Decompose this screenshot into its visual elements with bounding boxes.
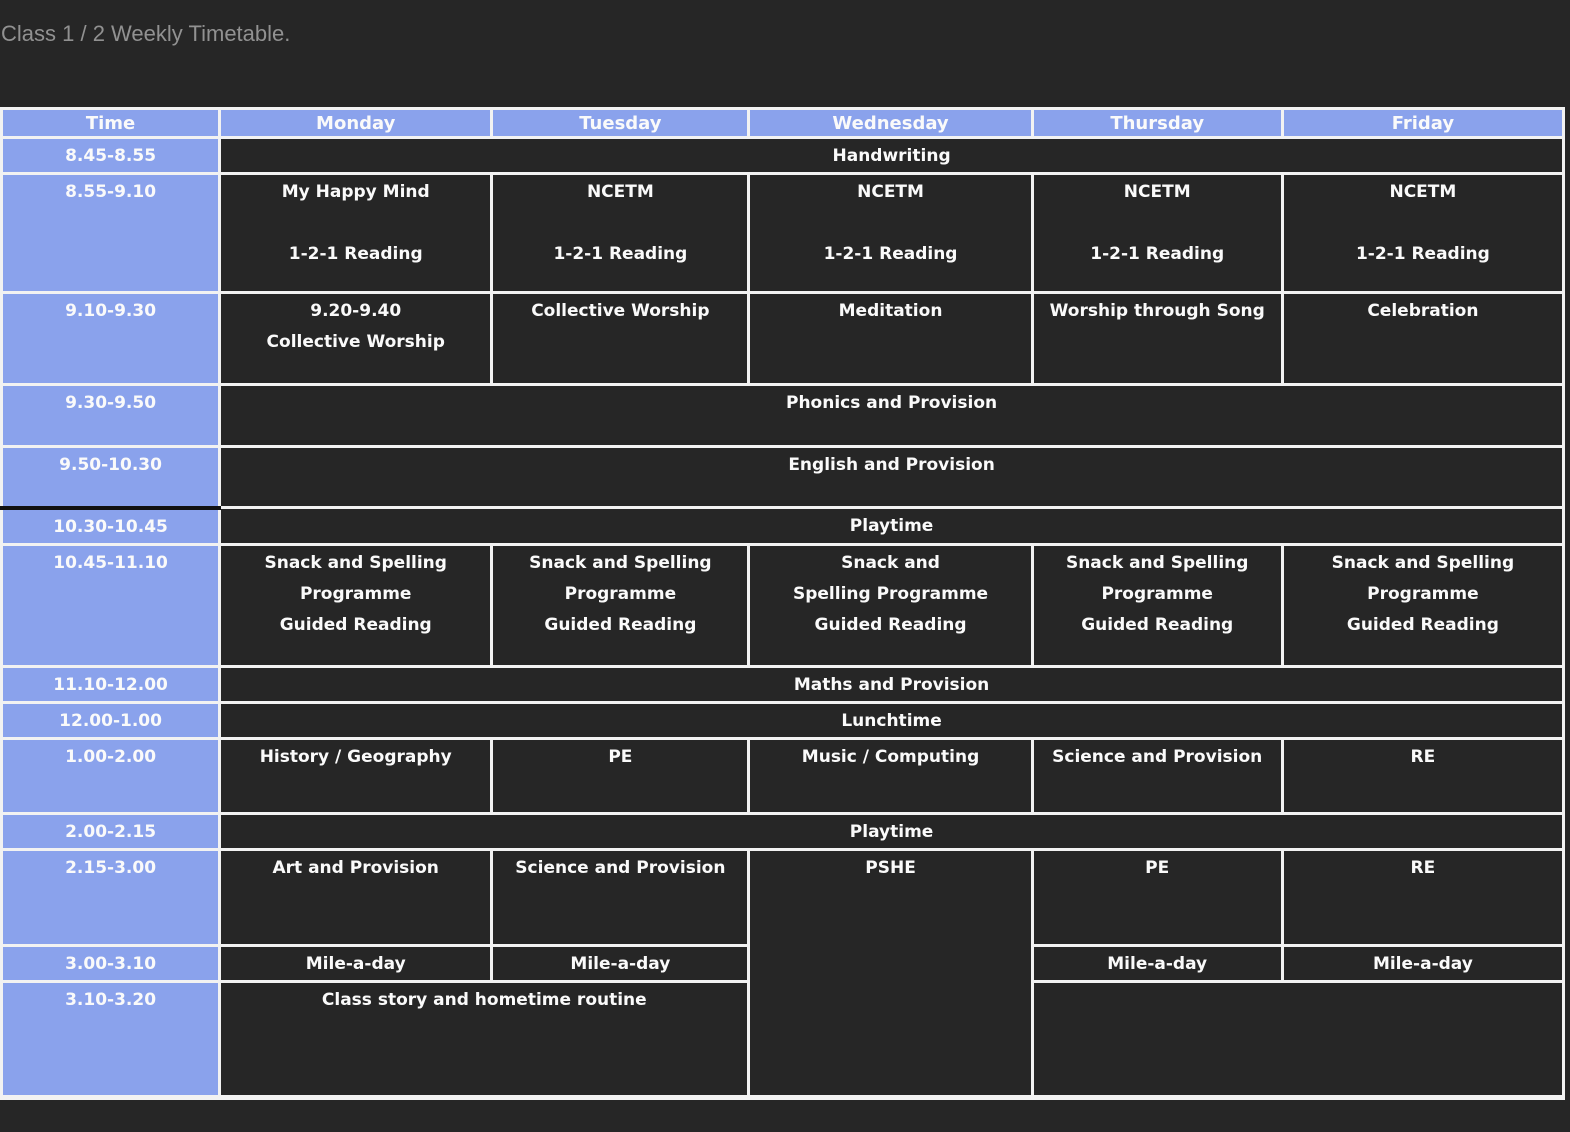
- cell-line: Snack and: [841, 552, 940, 573]
- time-cell-300: 3.00-3.10: [2, 945, 220, 981]
- cell-tuesday-1045: [492, 544, 749, 666]
- header-row: [2, 109, 1564, 138]
- cell-line: Guided Reading: [544, 614, 697, 635]
- cell-tuesday-215: Science and Provision: [492, 849, 749, 945]
- cell-line: 1-2-1 Reading: [553, 244, 688, 264]
- header-tuesday: Tuesday: [492, 109, 749, 138]
- cell-line: Guided Reading: [279, 614, 432, 635]
- cell-line: 1-2-1 Reading: [1090, 244, 1225, 264]
- cell-english: English and Provision: [220, 447, 1564, 508]
- cell-friday-300: Mile-a-day: [1282, 945, 1563, 981]
- time-cell-1045: 10.45-11.10: [2, 544, 220, 666]
- time-cell-1200: 12.00-1.00: [2, 702, 220, 738]
- time-cell-1030: 10.30-10.45: [2, 508, 220, 545]
- cell-tuesday-855: [492, 174, 749, 293]
- cell-line: Guided Reading: [1081, 614, 1234, 635]
- cell-line: Spelling Programme: [792, 583, 989, 604]
- cell-lunchtime: Lunchtime: [220, 702, 1564, 738]
- cell-line: Collective Worship: [266, 332, 445, 352]
- cell-line: NCETM: [1389, 182, 1457, 202]
- cell-line: Snack and Spelling: [529, 552, 712, 573]
- time-cell-100: 1.00-2.00: [2, 738, 220, 813]
- cell-thursday-215: PE: [1032, 849, 1282, 945]
- cell-friday-215: RE: [1282, 849, 1563, 945]
- cell-tuesday-910: Collective Worship: [492, 293, 749, 385]
- cell-line: Guided Reading: [1346, 614, 1499, 635]
- cell-line: 1-2-1 Reading: [1355, 244, 1490, 264]
- cell-line: Programme: [1367, 583, 1479, 604]
- row-1045: [2, 544, 1564, 666]
- header-monday: Monday: [220, 109, 492, 138]
- cell-monday-215: Art and Provision: [220, 849, 492, 945]
- cell-playtime-pm: Playtime: [220, 813, 1564, 849]
- time-cell-1110: 11.10-12.00: [2, 666, 220, 702]
- row-930: [2, 385, 1564, 447]
- cell-monday-1045: [220, 544, 492, 666]
- cell-wednesday-pshe: PSHE: [749, 849, 1032, 1097]
- cell-line: Guided Reading: [814, 614, 967, 635]
- cell-line: NCETM: [1123, 182, 1191, 202]
- cell-class-story: Class story and hometime routine: [220, 981, 749, 1097]
- cell-wednesday-100: Music / Computing: [749, 738, 1032, 813]
- cell-thufri-empty: [1032, 981, 1563, 1097]
- time-cell-200: 2.00-2.15: [2, 813, 220, 849]
- cell-line: Snack and Spelling: [1065, 552, 1249, 573]
- cell-friday-100: RE: [1282, 738, 1563, 813]
- time-cell-215: 2.15-3.00: [2, 849, 220, 945]
- cell-line: Programme: [1101, 583, 1213, 604]
- cell-line: NCETM: [586, 182, 654, 202]
- cell-wednesday-1045: [749, 544, 1032, 666]
- cell-phonics: Phonics and Provision: [220, 385, 1564, 447]
- header-thursday: Thursday: [1032, 109, 1282, 138]
- cell-thursday-855: [1032, 174, 1282, 293]
- time-cell-930: 9.30-9.50: [2, 385, 220, 447]
- cell-friday-1045: [1282, 544, 1563, 666]
- row-910: [2, 293, 1564, 385]
- row-855: [2, 174, 1564, 293]
- cell-line: NCETM: [857, 182, 924, 202]
- cell-tuesday-100: PE: [492, 738, 749, 813]
- cell-line: 1-2-1 Reading: [288, 244, 423, 264]
- cell-line: Snack and Spelling: [264, 552, 447, 573]
- cell-thursday-1045: [1032, 544, 1282, 666]
- time-cell-910: 9.10-9.30: [2, 293, 220, 385]
- cell-line: Programme: [564, 583, 677, 604]
- row-200: [2, 813, 1564, 849]
- weekly-timetable: [0, 107, 1565, 1100]
- cell-line: Programme: [299, 583, 412, 604]
- cell-monday-855: [220, 174, 492, 293]
- cell-maths: Maths and Provision: [220, 666, 1564, 702]
- row-1110: [2, 666, 1564, 702]
- row-100: [2, 738, 1564, 813]
- row-1030: [2, 508, 1564, 545]
- cell-wednesday-855: [749, 174, 1032, 293]
- cell-friday-855: [1282, 174, 1563, 293]
- cell-thursday-910: Worship through Song: [1032, 293, 1282, 385]
- row-845: [2, 138, 1564, 174]
- page-title: Class 1 / 2 Weekly Timetable.: [1, 21, 291, 46]
- cell-line: 1-2-1 Reading: [823, 244, 958, 264]
- cell-line: 9.20-9.40: [310, 301, 402, 321]
- time-cell-845: 8.45-8.55: [2, 138, 220, 174]
- cell-wednesday-910: Meditation: [749, 293, 1032, 385]
- time-cell-950: 9.50-10.30: [2, 447, 220, 508]
- cell-friday-910: Celebration: [1282, 293, 1563, 385]
- cell-monday-300: Mile-a-day: [220, 945, 492, 981]
- cell-line: My Happy Mind: [281, 182, 430, 202]
- time-cell-310: 3.10-3.20: [2, 981, 220, 1097]
- cell-thursday-300: Mile-a-day: [1032, 945, 1282, 981]
- cell-monday-910: [220, 293, 492, 385]
- header-time: Time: [2, 109, 220, 138]
- cell-monday-100: History / Geography: [220, 738, 492, 813]
- row-1200: [2, 702, 1564, 738]
- cell-tuesday-300: Mile-a-day: [492, 945, 749, 981]
- cell-thursday-100: Science and Provision: [1032, 738, 1282, 813]
- header-wednesday: Wednesday: [749, 109, 1032, 138]
- row-950: [2, 447, 1564, 508]
- header-friday: Friday: [1282, 109, 1563, 138]
- time-cell-855: 8.55-9.10: [2, 174, 220, 293]
- cell-line: Snack and Spelling: [1331, 552, 1515, 573]
- cell-handwriting: Handwriting: [220, 138, 1564, 174]
- cell-playtime-am: Playtime: [220, 508, 1564, 545]
- row-215: [2, 849, 1564, 945]
